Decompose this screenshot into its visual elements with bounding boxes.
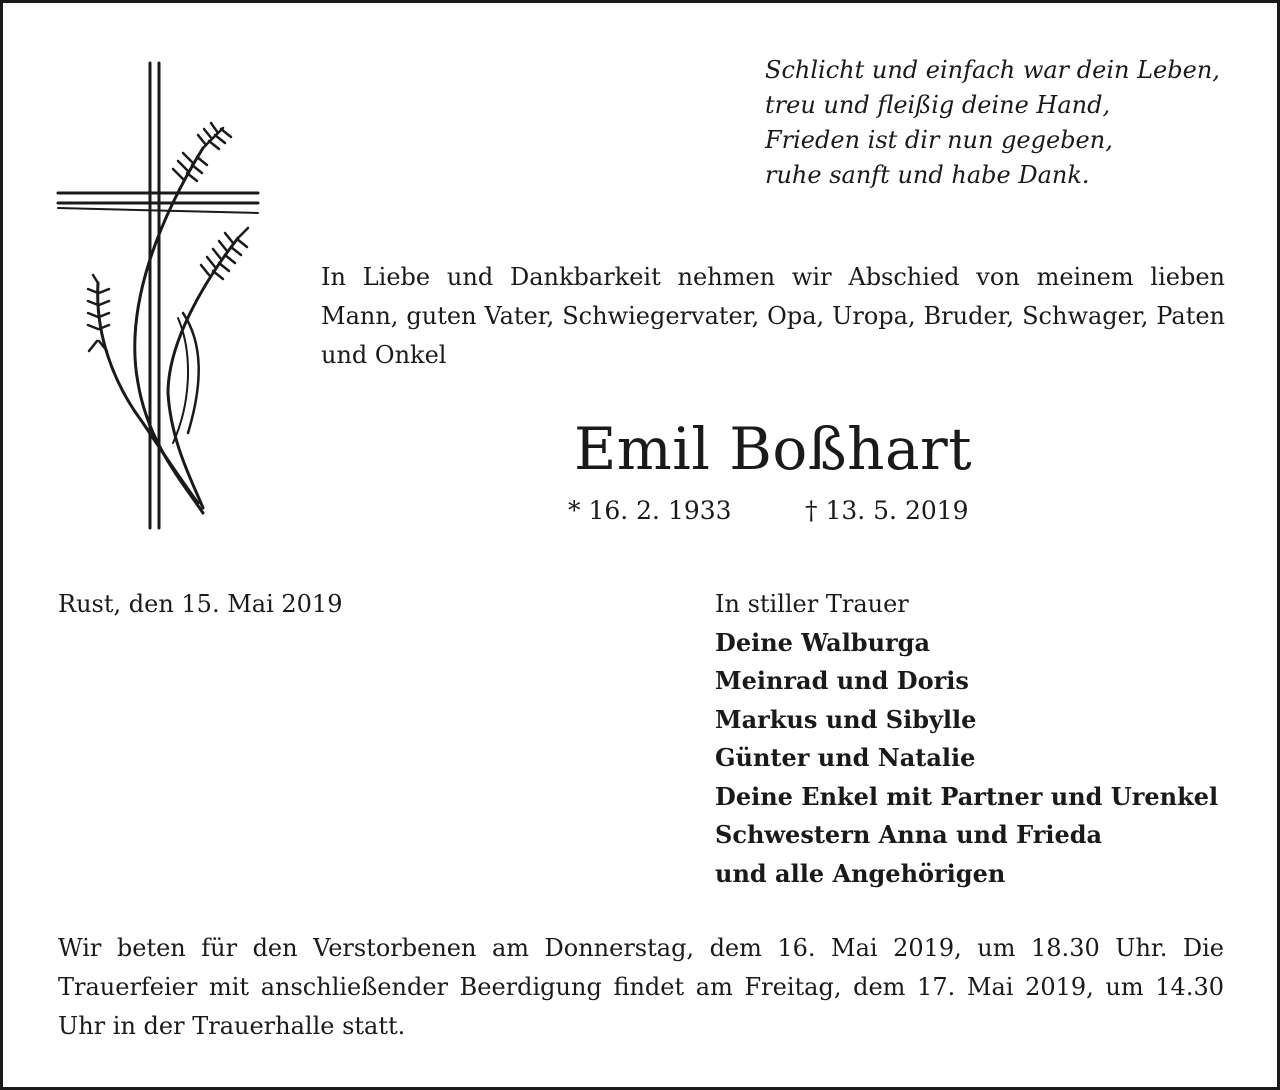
death-date: † 13. 5. 2019 xyxy=(805,496,969,525)
mourner-name: Deine Walburga xyxy=(715,627,931,657)
poem-line: Schlicht und einfach war dein Leben, xyxy=(765,56,1220,84)
cross-with-wheat-icon xyxy=(53,53,268,533)
mourner-name: Günter und Natalie xyxy=(715,743,976,772)
deceased-name: Emil Boßhart xyxy=(573,415,973,483)
farewell-intro xyxy=(321,258,1225,375)
place-and-date: Rust, den 15. Mai 2019 xyxy=(58,590,343,618)
mourner-name: Schwestern Anna und Frieda xyxy=(715,820,1103,849)
poem-line: ruhe sanft und habe Dank. xyxy=(765,161,1090,189)
mourners-list xyxy=(715,585,1218,893)
farewell-intro-text: In Liebe und Dankbarkeit nehmen wir Abschied von meinem lieben Mann, guten Vater, Schwiegervater, Opa, Uropa, Bruder, Schwager, Paten und Onkel xyxy=(321,263,1225,369)
mourner-name: Markus und Sibylle xyxy=(715,704,977,734)
mourner-name: Meinrad und Doris xyxy=(715,666,969,695)
service-notice-text: Wir beten für den Verstorbenen am Donnerstag, dem 16. Mai 2019, um 18.30 Uhr. Die Trauerfeier mit anschließender Beerdigung findet am Freitag, dem 17. Mai 2019, um 14.30 Uhr in der Trauerhalle statt. xyxy=(58,934,1224,1040)
poem-line: treu und fleißig deine Hand, xyxy=(765,91,1111,119)
poem-line: Frieden ist dir nun gegeben, xyxy=(765,126,1113,154)
mourner-name: Deine Enkel mit Partner und Urenkel xyxy=(715,781,1219,811)
poem xyxy=(765,53,1220,193)
birth-date: * 16. 2. 1933 xyxy=(568,496,732,525)
service-notice xyxy=(58,929,1224,1046)
mourner-name: und alle Angehörigen xyxy=(715,858,1006,888)
mourners-lead: In stiller Trauer xyxy=(715,590,909,618)
